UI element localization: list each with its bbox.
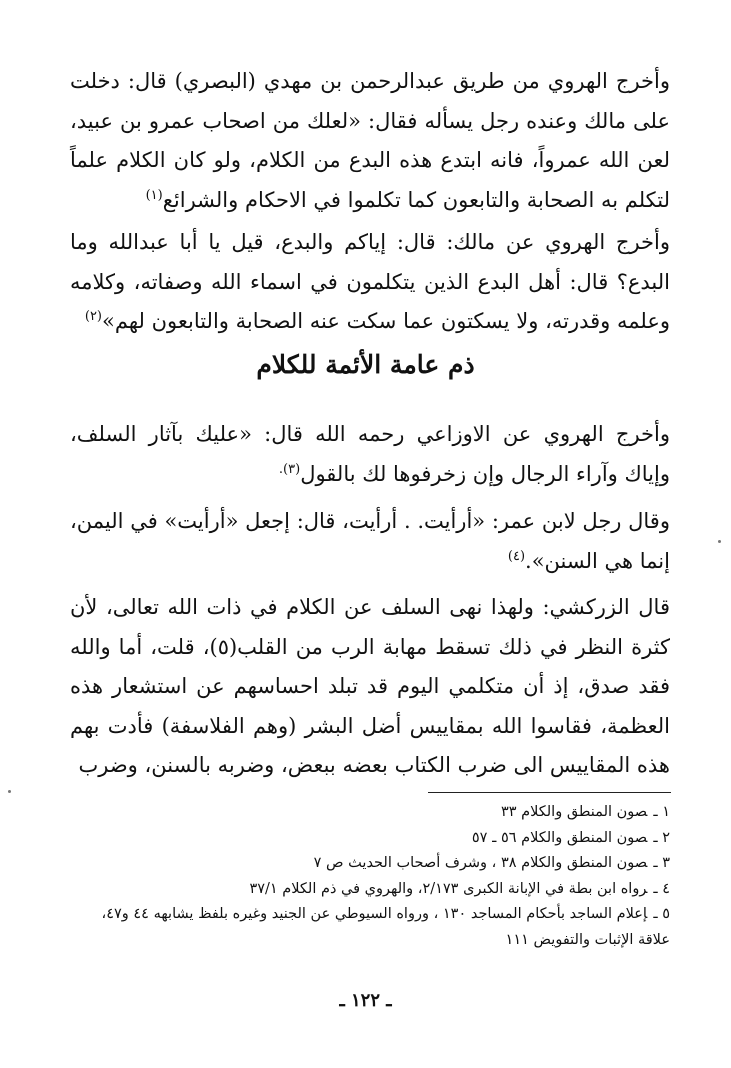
footnote-ref: (٢) [84,309,102,324]
paragraph-text: قال الزركشي: ولهذا نهى السلف عن الكلام في ذات الله تعالى، لأن كثرة النظر في ذلك تسقط مهابة الرب من القلب(٥)، قلت، أما والله فقد صدق، إذ أن متكلمي اليوم قد تبلد احساسهم عن استشعار هذه العظمة، فقاسوا الله بمقاييس أضل البشر (وهم الفلاسفة) فأدت بهم هذه المقاييس الى ضرب الكتاب بعضه ببعض، وضربه بالسنن، وضرب [70,595,671,777]
footnotes-list [70,800,670,953]
footnote-item [70,902,670,953]
footnote-item [70,877,670,903]
footnote-item [70,851,670,877]
footnote-number: ٢ ـ [653,829,670,846]
footnote-number: ٥ ـ [653,906,670,922]
footnote-number: ١ ـ [653,804,670,820]
footnote-number: ٤ ـ [653,880,670,897]
footnote-ref: (٤) [507,548,526,564]
footnote-text: صون المنطق والكلام ٣٨ ، وشرف أصحاب الحديث ص ٧ [313,855,648,871]
paragraph-ibn-umar [70,502,670,581]
footnote-text: رواه ابن بطة في الإبانة الكبرى ٢/١٧٣، والهروي في ذم الكلام ٣٧/١ [249,880,648,897]
section-heading: ذم عامة الأئمة للكلام [256,350,475,379]
footnote-ref: (١) [145,187,163,203]
footnote-separator [428,792,671,793]
paragraph-text: وقال رجل لابن عمر: «أرأيت. . أرأيت، قال: إجعل «أرأيت» في اليمن، إنما هي السنن». [70,509,670,573]
footnote-text: صون المنطق والكلام ٥٦ ـ ٥٧ [471,829,648,846]
paragraph-text: وأخرج الهروي عن الاوزاعي رحمه الله قال: «عليك بآثار السلف، وإياك وآراء الرجال وإن زخرفوها لك بالقول [70,422,670,486]
footnote-text: إعلام الساجد بأحكام المساجد ١٣٠ ، ورواه السيوطي عن الجنيد وغيره بلفظ يشابهه ٤٤ و٤٧، علاقة الإثبات والتفويض ١١١ [101,906,670,948]
footnote-item [70,800,670,826]
paragraph-text: وأخرج الهروي عن مالك: قال: إياكم والبدع، قيل يا أبا عبدالله وما البدع؟ قال: أهل البدع الذين يتكلمون في اسماء الله وصفاته، وكلامه وعلمه وقدرته، ولا يسكتون عما سكت عنه الصحابة والتابعون لهم» [70,230,670,333]
footnote-ref: (٣). [278,461,301,477]
scan-speck [8,790,11,793]
scan-speck [718,540,721,543]
footnote-item [70,826,670,852]
paragraph-text: وأخرج الهروي من طريق عبدالرحمن بن مهدي (البصري) قال: دخلت على مالك وعنده رجل يسأله فقال: «لعلك من اصحاب عمرو بن عبيد، لعن الله عمرواً، فانه ابتدع هذه البدع من الكلام، ولو كان الكلام علماً لتكلم به الصحابة والتابعون كما تكلموا في الاحكام والشرائع [70,69,670,212]
page-number: ـ ١٢٢ ـ [339,990,392,1011]
paragraph-malik-bida [70,223,670,342]
footnote-number: ٣ ـ [653,855,670,871]
paragraph-awzai [70,415,670,494]
paragraph-zarkashi [70,588,670,786]
footnote-text: صون المنطق والكلام ٣٣ [500,804,648,820]
paragraph-mahdi [70,62,670,220]
